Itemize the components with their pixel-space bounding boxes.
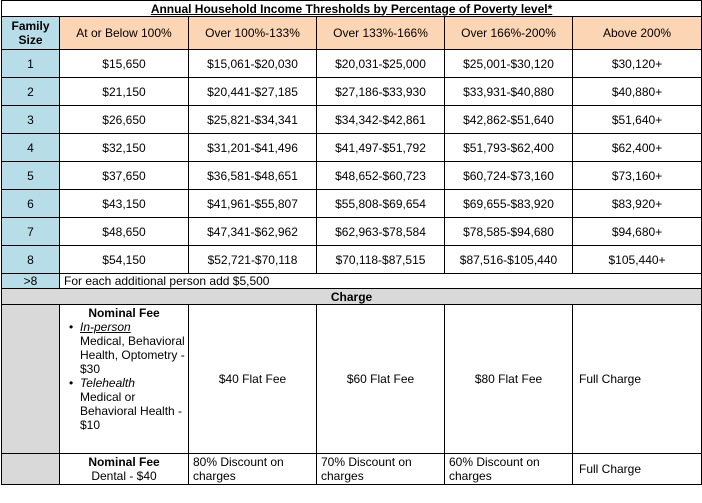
table-cell: $52,721-$70,118 xyxy=(189,246,317,274)
table-cell: $94,680+ xyxy=(573,218,702,246)
table-cell: $87,516-$105,440 xyxy=(445,246,573,274)
table-title: Annual Household Income Thresholds by Percentage of Poverty level* xyxy=(2,1,702,17)
table-cell: $36,581-$48,651 xyxy=(189,162,317,190)
discount-cell: 70% Discount on charges xyxy=(317,454,445,485)
table-cell: $26,650 xyxy=(60,106,189,134)
table-cell: $33,931-$40,880 xyxy=(445,78,573,106)
family-size-cell: 5 xyxy=(2,162,60,190)
discount-cell: Full Charge xyxy=(573,454,702,485)
additional-person-row xyxy=(2,274,702,289)
table-cell: $48,652-$60,723 xyxy=(317,162,445,190)
table-cell: $25,821-$34,341 xyxy=(189,106,317,134)
fee-cell: Full Charge xyxy=(573,305,702,454)
table-cell: $73,160+ xyxy=(573,162,702,190)
table-cell: $41,497-$51,792 xyxy=(317,134,445,162)
table-cell: $30,120+ xyxy=(573,50,702,78)
table-cell: $78,585-$94,680 xyxy=(445,218,573,246)
table-cell: $15,061-$20,030 xyxy=(189,50,317,78)
table-cell: $20,031-$25,000 xyxy=(317,50,445,78)
nominal-fee-row xyxy=(2,305,702,454)
table-cell: $69,655-$83,920 xyxy=(445,190,573,218)
family-size-header: Family Size xyxy=(2,17,60,50)
discount-cell: 60% Discount on charges xyxy=(445,454,573,485)
table-row xyxy=(2,106,702,134)
in-person-text: Medical, Behavioral Health, Optometry - $30 xyxy=(80,334,185,376)
dental-fee-cell xyxy=(60,454,189,485)
table-cell: $31,201-$41,496 xyxy=(189,134,317,162)
dental-fee-heading: Nominal Fee xyxy=(88,455,160,469)
telehealth-label: Telehealth xyxy=(80,376,135,390)
column-header: Above 200% xyxy=(573,17,702,50)
column-header: Over 100%-133% xyxy=(189,17,317,50)
column-header: Over 166%-200% xyxy=(445,17,573,50)
table-cell: $60,724-$73,160 xyxy=(445,162,573,190)
table-cell: $83,920+ xyxy=(573,190,702,218)
nominal-fee-list xyxy=(62,320,186,432)
table-cell: $51,640+ xyxy=(573,106,702,134)
table-cell: $55,808-$69,654 xyxy=(317,190,445,218)
list-item xyxy=(80,376,186,432)
table-cell: $42,862-$51,640 xyxy=(445,106,573,134)
nominal-fee-cell xyxy=(60,305,189,454)
table-cell: $27,186-$33,930 xyxy=(317,78,445,106)
table-cell: $37,650 xyxy=(60,162,189,190)
family-size-cell: 3 xyxy=(2,106,60,134)
family-size-cell: 2 xyxy=(2,78,60,106)
in-person-label: In-person xyxy=(80,320,131,334)
family-size-cell: >8 xyxy=(2,274,60,289)
family-size-cell: 8 xyxy=(2,246,60,274)
family-size-cell: 1 xyxy=(2,50,60,78)
table-row xyxy=(2,78,702,106)
table-cell: $25,001-$30,120 xyxy=(445,50,573,78)
poverty-level-table xyxy=(1,0,702,485)
table-cell: $105,440+ xyxy=(573,246,702,274)
list-item xyxy=(80,320,186,376)
dental-fee-row xyxy=(2,454,702,485)
header-row xyxy=(2,17,702,50)
table-cell: $34,342-$42,861 xyxy=(317,106,445,134)
discount-cell: 80% Discount on charges xyxy=(189,454,317,485)
family-size-cell: 6 xyxy=(2,190,60,218)
fee-cell: $80 Flat Fee xyxy=(445,305,573,454)
table-cell: $62,400+ xyxy=(573,134,702,162)
dental-fee-sub: Dental - $40 xyxy=(91,469,157,483)
blank-cell xyxy=(2,454,60,485)
table-cell: $48,650 xyxy=(60,218,189,246)
table-row xyxy=(2,134,702,162)
table-row xyxy=(2,162,702,190)
table-cell: $54,150 xyxy=(60,246,189,274)
nominal-fee-heading: Nominal Fee xyxy=(88,306,160,320)
blank-cell xyxy=(2,305,60,454)
table-cell: $40,880+ xyxy=(573,78,702,106)
table-row xyxy=(2,246,702,274)
family-size-cell: 7 xyxy=(2,218,60,246)
fee-cell: $40 Flat Fee xyxy=(189,305,317,454)
charge-title: Charge xyxy=(2,289,702,305)
table-cell: $32,150 xyxy=(60,134,189,162)
table-cell: $51,793-$62,400 xyxy=(445,134,573,162)
additional-person-note: For each additional person add $5,500 xyxy=(60,274,702,289)
table-cell: $41,961-$55,807 xyxy=(189,190,317,218)
table-row xyxy=(2,218,702,246)
fee-cell: $60 Flat Fee xyxy=(317,305,445,454)
telehealth-text: Medical or Behavioral Health - $10 xyxy=(80,390,183,432)
table-cell: $21,150 xyxy=(60,78,189,106)
table-cell: $43,150 xyxy=(60,190,189,218)
table-row xyxy=(2,190,702,218)
column-header: At or Below 100% xyxy=(60,17,189,50)
family-size-cell: 4 xyxy=(2,134,60,162)
table-cell: $20,441-$27,185 xyxy=(189,78,317,106)
table-cell: $62,963-$78,584 xyxy=(317,218,445,246)
column-header: Over 133%-166% xyxy=(317,17,445,50)
table-row xyxy=(2,50,702,78)
table-cell: $70,118-$87,515 xyxy=(317,246,445,274)
table-cell: $47,341-$62,962 xyxy=(189,218,317,246)
table-cell: $15,650 xyxy=(60,50,189,78)
